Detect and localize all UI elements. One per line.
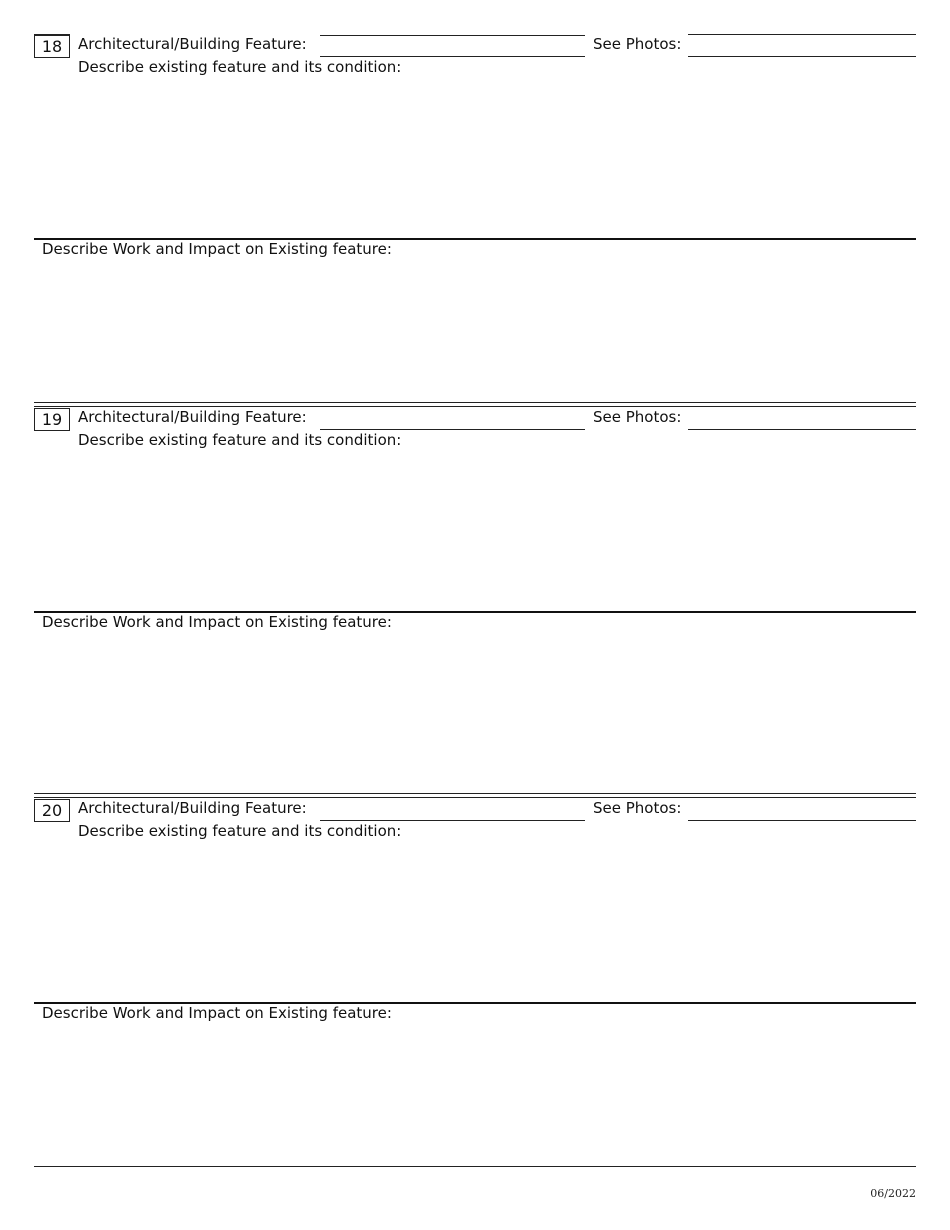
feature-input[interactable] (320, 408, 585, 430)
feature-label: Architectural/Building Feature: (78, 408, 307, 426)
work-impact-text-area[interactable] (34, 262, 916, 402)
top-rule-secondary (34, 797, 916, 798)
see-photos-label: See Photos: (593, 35, 682, 53)
condition-label: Describe existing feature and its condition: (78, 431, 402, 449)
footer-revision-date: 06/2022 (870, 1187, 916, 1200)
condition-label: Describe existing feature and its condition: (78, 822, 402, 840)
condition-label: Describe existing feature and its condition: (78, 58, 402, 76)
work-impact-label: Describe Work and Impact on Existing feature: (42, 613, 392, 631)
see-photos-input[interactable] (688, 799, 916, 821)
see-photos-input[interactable] (688, 408, 916, 430)
item-number: 19 (34, 408, 70, 431)
work-impact-text-area[interactable] (34, 1026, 916, 1162)
feature-label: Architectural/Building Feature: (78, 799, 307, 817)
work-impact-label: Describe Work and Impact on Existing feature: (42, 240, 392, 258)
top-rule-secondary (34, 406, 916, 407)
feature-input[interactable] (320, 799, 585, 821)
feature-section-19 (34, 402, 916, 794)
condition-text-area[interactable] (34, 451, 916, 611)
see-photos-input[interactable] (688, 35, 916, 57)
item-number: 20 (34, 799, 70, 822)
work-impact-label: Describe Work and Impact on Existing feature: (42, 1004, 392, 1022)
see-photos-label: See Photos: (593, 799, 682, 817)
top-rule (34, 402, 916, 403)
condition-text-area[interactable] (34, 842, 916, 1002)
work-impact-text-area[interactable] (34, 635, 916, 785)
item-number: 18 (34, 35, 70, 58)
feature-section-20 (34, 793, 916, 1167)
feature-section-18 (34, 34, 916, 404)
condition-text-area[interactable] (34, 78, 916, 238)
feature-input[interactable] (320, 35, 585, 57)
bottom-rule (34, 1166, 916, 1167)
top-rule (34, 793, 916, 794)
feature-label: Architectural/Building Feature: (78, 35, 307, 53)
see-photos-label: See Photos: (593, 408, 682, 426)
